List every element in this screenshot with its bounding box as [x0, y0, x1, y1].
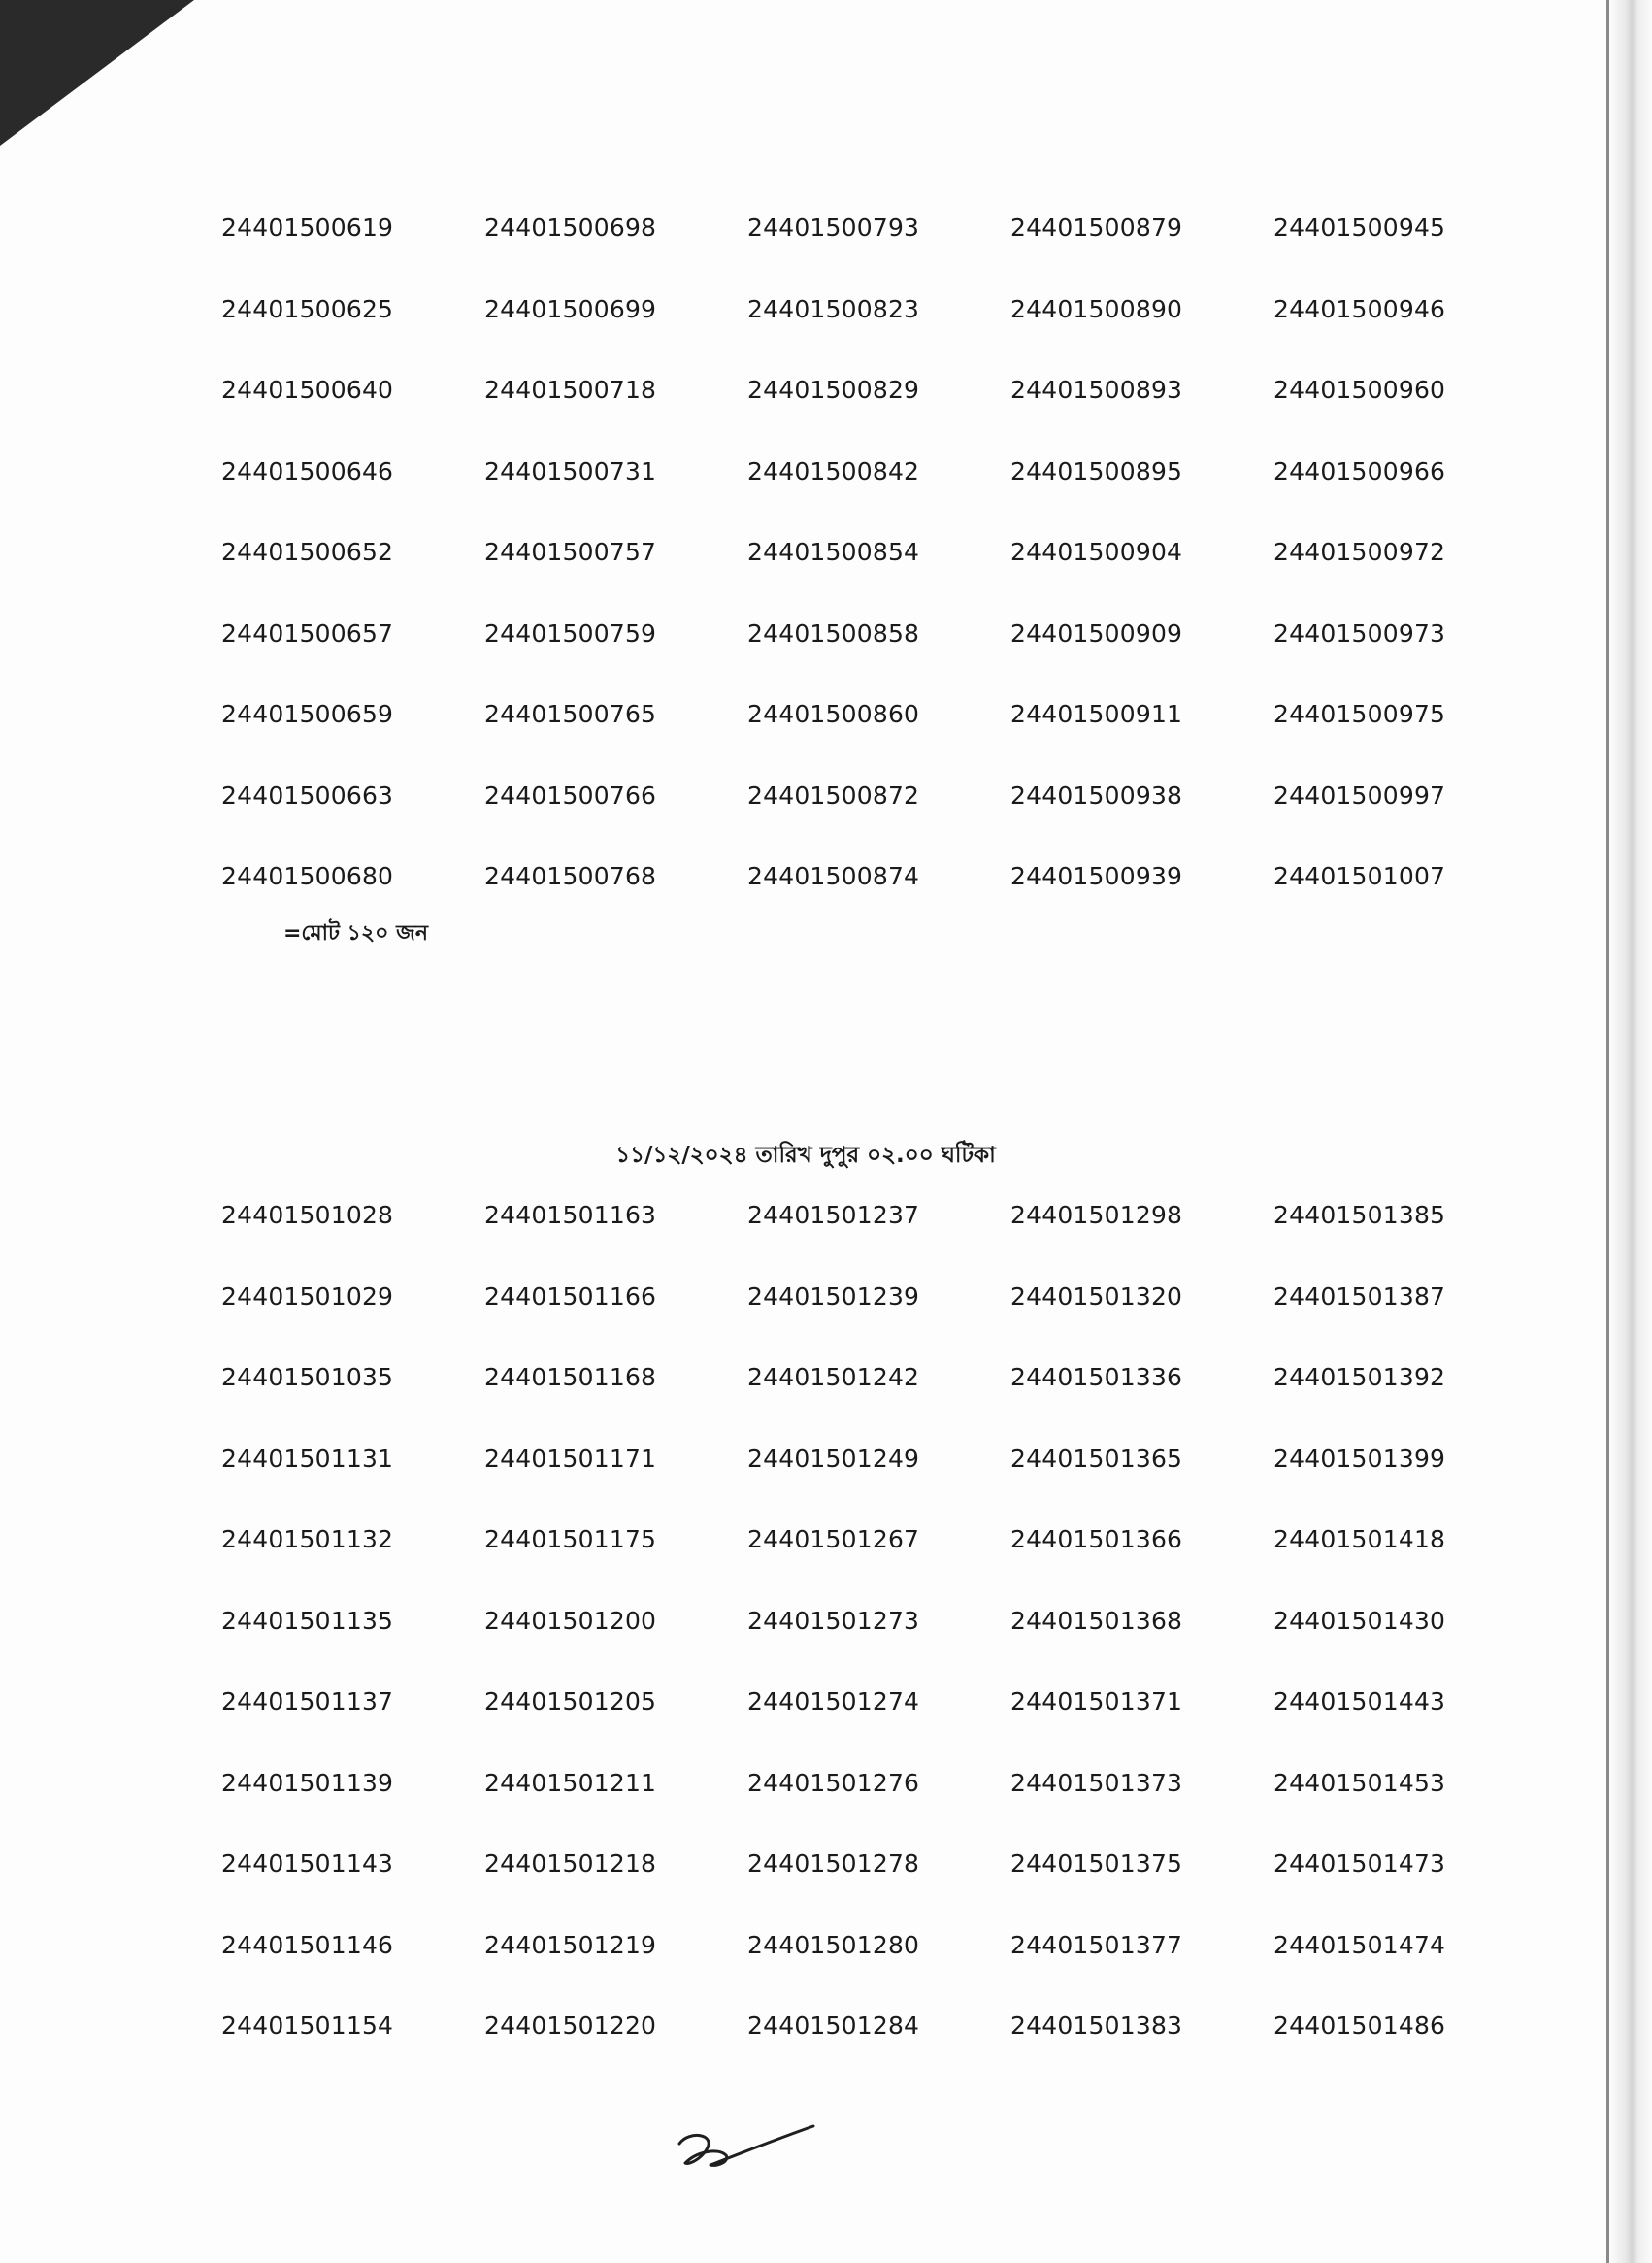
- roll-number: 24401501139: [221, 1768, 394, 1797]
- scan-right-edge: [1607, 0, 1652, 2263]
- section-heading: ১১/১২/২০২৪ তারিখ দুপুর ০২.০০ ঘটিকা: [615, 1143, 996, 1168]
- roll-number: 24401501453: [1273, 1768, 1446, 1797]
- roll-number: 24401500946: [1273, 294, 1446, 323]
- roll-number: 24401500766: [484, 781, 657, 810]
- roll-number: 24401501249: [747, 1444, 920, 1473]
- roll-number: 24401501383: [1010, 2012, 1183, 2040]
- roll-number: 24401501242: [747, 1363, 920, 1391]
- roll-number: 24401500966: [1273, 456, 1446, 485]
- roll-number-grid-1: [221, 214, 1561, 944]
- roll-number: 24401501284: [747, 2012, 920, 2040]
- roll-number: 24401501399: [1273, 1444, 1446, 1473]
- roll-number: 24401500765: [484, 700, 657, 728]
- roll-number: 24401501029: [221, 1281, 394, 1311]
- roll-number: 24401501365: [1010, 1444, 1183, 1473]
- roll-number: 24401501336: [1010, 1363, 1183, 1391]
- roll-number: 24401501375: [1010, 1849, 1183, 1878]
- roll-number: 24401501273: [747, 1606, 920, 1635]
- roll-number: 24401500625: [221, 294, 394, 323]
- roll-number: 24401500619: [221, 214, 394, 242]
- roll-number: 24401501373: [1010, 1768, 1183, 1797]
- roll-number: 24401500909: [1010, 618, 1183, 648]
- roll-number: 24401501368: [1010, 1606, 1183, 1635]
- roll-number: 24401501175: [484, 1525, 657, 1553]
- roll-number: 24401501267: [747, 1525, 920, 1553]
- roll-number: 24401500640: [221, 376, 394, 404]
- scan-edge-line: [1606, 0, 1609, 2263]
- roll-number: 24401501473: [1273, 1849, 1446, 1878]
- roll-number: 24401501320: [1010, 1281, 1183, 1311]
- roll-number: 24401501298: [1010, 1201, 1183, 1229]
- roll-number: 24401500893: [1010, 376, 1183, 404]
- roll-number: 24401501220: [484, 2012, 657, 2040]
- roll-number: 24401500960: [1273, 376, 1446, 404]
- roll-number: 24401500895: [1010, 456, 1183, 485]
- roll-number: 24401500823: [747, 294, 920, 323]
- roll-number: 24401500768: [484, 862, 657, 890]
- roll-number: 24401500680: [221, 862, 394, 890]
- roll-number: 24401501132: [221, 1525, 394, 1553]
- handwritten-signature-icon: [668, 2116, 823, 2194]
- roll-number: 24401501131: [221, 1444, 394, 1473]
- roll-number: 24401500731: [484, 456, 657, 485]
- roll-number: 24401500945: [1273, 214, 1446, 242]
- roll-number: 24401501146: [221, 1930, 394, 1959]
- total-count-note: =মোট ১২০ জন: [283, 921, 428, 946]
- roll-number: 24401501418: [1273, 1525, 1446, 1553]
- scan-corner-shadow: [0, 0, 194, 146]
- roll-number: 24401501218: [484, 1849, 657, 1878]
- roll-number: 24401501028: [221, 1201, 394, 1229]
- roll-number: 24401501443: [1273, 1687, 1446, 1715]
- roll-number: 24401501278: [747, 1849, 920, 1878]
- roll-number: 24401501239: [747, 1281, 920, 1311]
- roll-number: 24401500858: [747, 618, 920, 648]
- roll-number: 24401500657: [221, 618, 394, 648]
- roll-number: 24401501385: [1273, 1201, 1446, 1229]
- roll-number: 24401501168: [484, 1363, 657, 1391]
- roll-number: 24401501486: [1273, 2012, 1446, 2040]
- roll-number: 24401501200: [484, 1606, 657, 1635]
- roll-number: 24401501166: [484, 1281, 657, 1311]
- roll-number: 24401501280: [747, 1930, 920, 1959]
- roll-number: 24401500699: [484, 294, 657, 323]
- roll-number: 24401500938: [1010, 781, 1183, 810]
- roll-number: 24401501211: [484, 1768, 657, 1797]
- roll-number: 24401501392: [1273, 1363, 1446, 1391]
- roll-number: 24401500793: [747, 214, 920, 242]
- roll-number: 24401501205: [484, 1687, 657, 1715]
- roll-number: 24401501371: [1010, 1687, 1183, 1715]
- roll-number: 24401500646: [221, 456, 394, 485]
- roll-number: 24401500663: [221, 781, 394, 810]
- roll-number: 24401501377: [1010, 1930, 1183, 1959]
- roll-number: 24401500975: [1273, 700, 1446, 728]
- roll-number-grid-2: [221, 1201, 1561, 2093]
- roll-number: 24401500973: [1273, 618, 1446, 648]
- roll-number: 24401501007: [1273, 862, 1446, 890]
- roll-number: 24401500698: [484, 214, 657, 242]
- roll-number: 24401500759: [484, 618, 657, 648]
- roll-number: 24401501276: [747, 1768, 920, 1797]
- roll-number: 24401500911: [1010, 700, 1183, 728]
- roll-number: 24401501135: [221, 1606, 394, 1635]
- roll-number: 24401501154: [221, 2012, 394, 2040]
- roll-number: 24401500829: [747, 376, 920, 404]
- roll-number: 24401500879: [1010, 214, 1183, 242]
- roll-number: 24401501237: [747, 1201, 920, 1229]
- roll-number: 24401501163: [484, 1201, 657, 1229]
- roll-number: 24401501137: [221, 1687, 394, 1715]
- roll-number: 24401501366: [1010, 1525, 1183, 1553]
- roll-number: 24401500939: [1010, 862, 1183, 890]
- roll-number: 24401500997: [1273, 781, 1446, 810]
- roll-number: 24401501274: [747, 1687, 920, 1715]
- roll-number: 24401501171: [484, 1444, 657, 1473]
- roll-number: 24401501219: [484, 1930, 657, 1959]
- roll-number: 24401501474: [1273, 1930, 1446, 1959]
- roll-number: 24401500890: [1010, 294, 1183, 323]
- roll-number: 24401500872: [747, 781, 920, 810]
- roll-number: 24401501430: [1273, 1606, 1446, 1635]
- roll-number: 24401500718: [484, 376, 657, 404]
- roll-number: 24401500659: [221, 700, 394, 728]
- roll-number: 24401500854: [747, 538, 920, 566]
- roll-number: 24401500842: [747, 456, 920, 485]
- roll-number: 24401500972: [1273, 538, 1446, 566]
- roll-number: 24401500652: [221, 538, 394, 566]
- roll-number: 24401500860: [747, 700, 920, 728]
- roll-number: 24401500904: [1010, 538, 1183, 566]
- roll-number: 24401501143: [221, 1849, 394, 1878]
- roll-number: 24401500874: [747, 862, 920, 890]
- roll-number: 24401501035: [221, 1363, 394, 1391]
- roll-number: 24401500757: [484, 538, 657, 566]
- roll-number: 24401501387: [1273, 1281, 1446, 1311]
